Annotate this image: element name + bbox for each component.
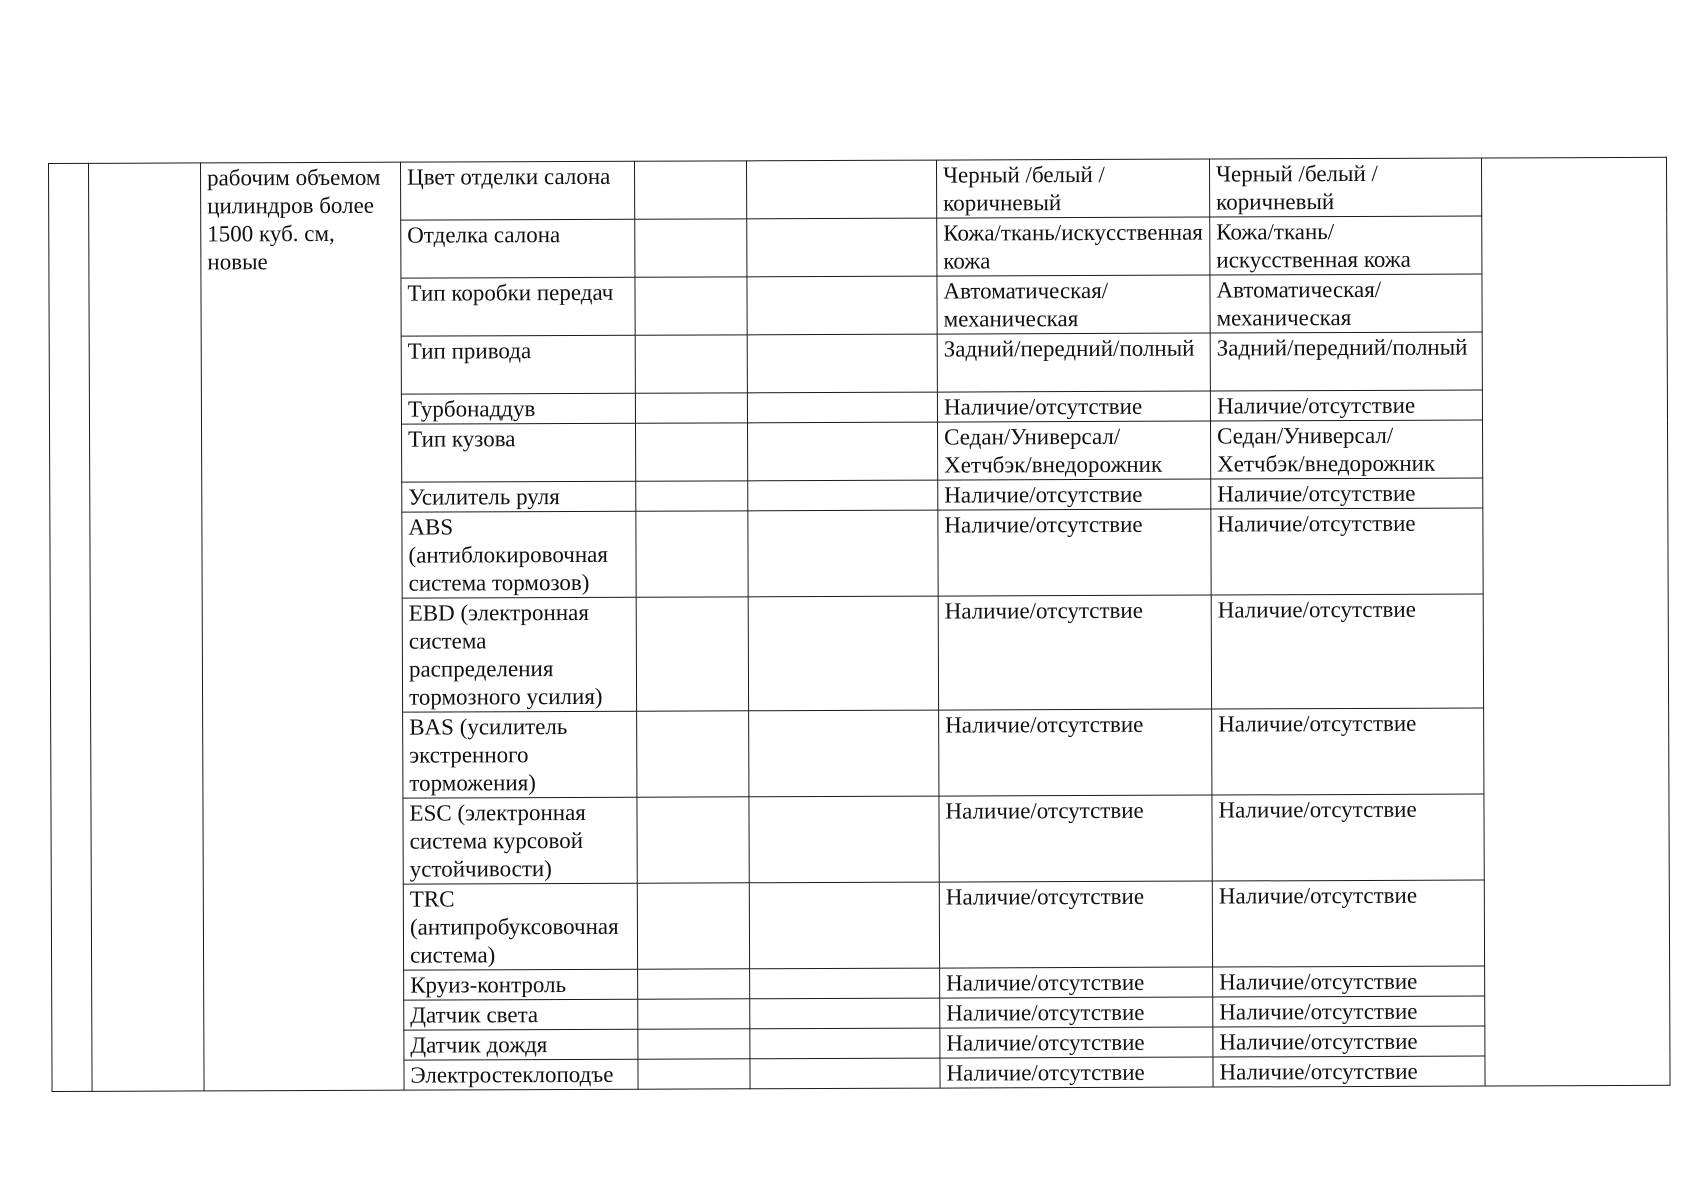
empty-cell: [638, 1059, 750, 1089]
specification-table: [48, 157, 1671, 1092]
parameter-name-cell: Тип коробки передач: [401, 277, 635, 336]
empty-cell: [750, 968, 940, 999]
empty-cell: [635, 335, 747, 393]
empty-cell: [750, 1058, 940, 1089]
value-b-cell: Наличие/отсутствие: [1212, 794, 1484, 881]
value-a-cell: Наличие/отсутствие: [940, 1027, 1213, 1058]
empty-cell: [749, 710, 939, 797]
empty-cell: [750, 1028, 940, 1059]
parameter-name-cell: BAS (усилитель экстренного торможения): [403, 711, 637, 798]
value-a-cell: Наличие/отсутствие: [938, 479, 1211, 510]
empty-cell: [747, 218, 937, 277]
value-a-cell: Наличие/отсутствие: [939, 709, 1212, 796]
value-a-cell: Наличие/отсутствие: [940, 967, 1213, 998]
value-a-cell: Кожа/ткань/искусственная кожа: [937, 217, 1210, 276]
parameter-name-cell: Цвет отделки салона: [400, 161, 634, 220]
value-b-cell: Наличие/отсутствие: [1213, 1026, 1485, 1057]
value-b-cell: Наличие/отсутствие: [1212, 708, 1484, 795]
value-b-cell: Наличие/отсутствие: [1213, 996, 1485, 1027]
empty-cell: [748, 422, 938, 481]
empty-cell: [636, 481, 748, 511]
parameter-name-cell: Усилитель руля: [402, 481, 636, 512]
code-cell: [89, 163, 205, 1091]
table-row: [49, 157, 1667, 221]
parameter-name-cell: Тип привода: [401, 335, 635, 394]
value-a-cell: Наличие/отсутствие: [937, 391, 1210, 422]
empty-cell: [638, 999, 750, 1029]
parameter-name-cell: Датчик дождя: [404, 1029, 638, 1060]
value-a-cell: Наличие/отсутствие: [938, 595, 1211, 710]
parameter-name-cell: Отделка салона: [401, 219, 635, 278]
parameter-name-cell: ABS (антиблокировочная система тормозов): [402, 511, 636, 598]
empty-cell: [637, 883, 749, 969]
parameter-name-cell: Тип кузова: [402, 423, 636, 482]
value-a-cell: Автоматическая/механическая: [937, 275, 1210, 334]
value-b-cell: Автоматическая/механическая: [1210, 274, 1482, 333]
parameter-name-cell: TRC (антипробуксовочная система): [403, 883, 637, 970]
empty-cell: [747, 334, 937, 393]
value-b-cell: Задний/передний/полный: [1210, 332, 1482, 391]
parameter-name-cell: Датчик света: [404, 999, 638, 1030]
notes-cell: [1481, 157, 1670, 1086]
number-cell: [49, 163, 93, 1091]
empty-cell: [638, 969, 750, 999]
value-b-cell: Наличие/отсутствие: [1211, 508, 1483, 595]
empty-cell: [635, 393, 747, 423]
empty-cell: [637, 711, 749, 797]
parameter-name-cell: EBD (электронная система распределения тормозного усилия): [402, 597, 636, 712]
empty-cell: [749, 796, 939, 883]
value-a-cell: Наличие/отсутствие: [940, 997, 1213, 1028]
parameter-name-cell: Турбонаддув: [401, 393, 635, 424]
empty-cell: [747, 276, 937, 335]
value-a-cell: Черный /белый / коричневый: [936, 159, 1209, 218]
empty-cell: [634, 161, 746, 219]
empty-cell: [636, 423, 748, 481]
empty-cell: [750, 998, 940, 1029]
value-b-cell: Наличие/отсутствие: [1213, 1056, 1485, 1087]
value-b-cell: Седан/Универсал/Хетчбэк/внедорожник: [1210, 420, 1482, 479]
value-a-cell: Наличие/отсутствие: [938, 509, 1211, 596]
empty-cell: [635, 219, 747, 277]
empty-cell: [748, 510, 938, 597]
value-a-cell: Задний/передний/полный: [937, 333, 1210, 392]
empty-cell: [636, 511, 748, 597]
value-b-cell: Кожа/ткань/искусственная кожа: [1210, 216, 1482, 275]
empty-cell: [748, 480, 938, 511]
value-a-cell: Наличие/отсутствие: [940, 1057, 1213, 1088]
empty-cell: [638, 1029, 750, 1059]
parameter-name-cell: Электростеклоподъе: [404, 1059, 638, 1090]
empty-cell: [748, 596, 938, 711]
value-b-cell: Наличие/отсутствие: [1213, 966, 1485, 997]
empty-cell: [635, 277, 747, 335]
empty-cell: [637, 797, 749, 883]
value-b-cell: Наличие/отсутствие: [1211, 478, 1483, 509]
value-a-cell: Седан/Универсал/Хетчбэк/внедорожник: [938, 421, 1211, 480]
empty-cell: [636, 597, 748, 711]
value-a-cell: Наличие/отсутствие: [939, 795, 1212, 882]
empty-cell: [747, 392, 937, 423]
empty-cell: [749, 882, 939, 969]
category-cell: [201, 162, 405, 1091]
value-b-cell: Наличие/отсутствие: [1210, 390, 1482, 421]
value-b-cell: Наличие/отсутствие: [1212, 880, 1484, 967]
value-b-cell: Наличие/отсутствие: [1211, 594, 1483, 709]
value-b-cell: Черный /белый / коричневый: [1209, 158, 1481, 217]
category-text: рабочим объемом цилиндров более 1500 куб. см, новые: [207, 164, 381, 275]
empty-cell: [746, 160, 936, 219]
parameter-name-cell: Круиз-контроль: [404, 969, 638, 1000]
parameter-name-cell: ESC (электронная система курсовой устойчивости): [403, 797, 637, 884]
value-a-cell: Наличие/отсутствие: [939, 881, 1212, 968]
